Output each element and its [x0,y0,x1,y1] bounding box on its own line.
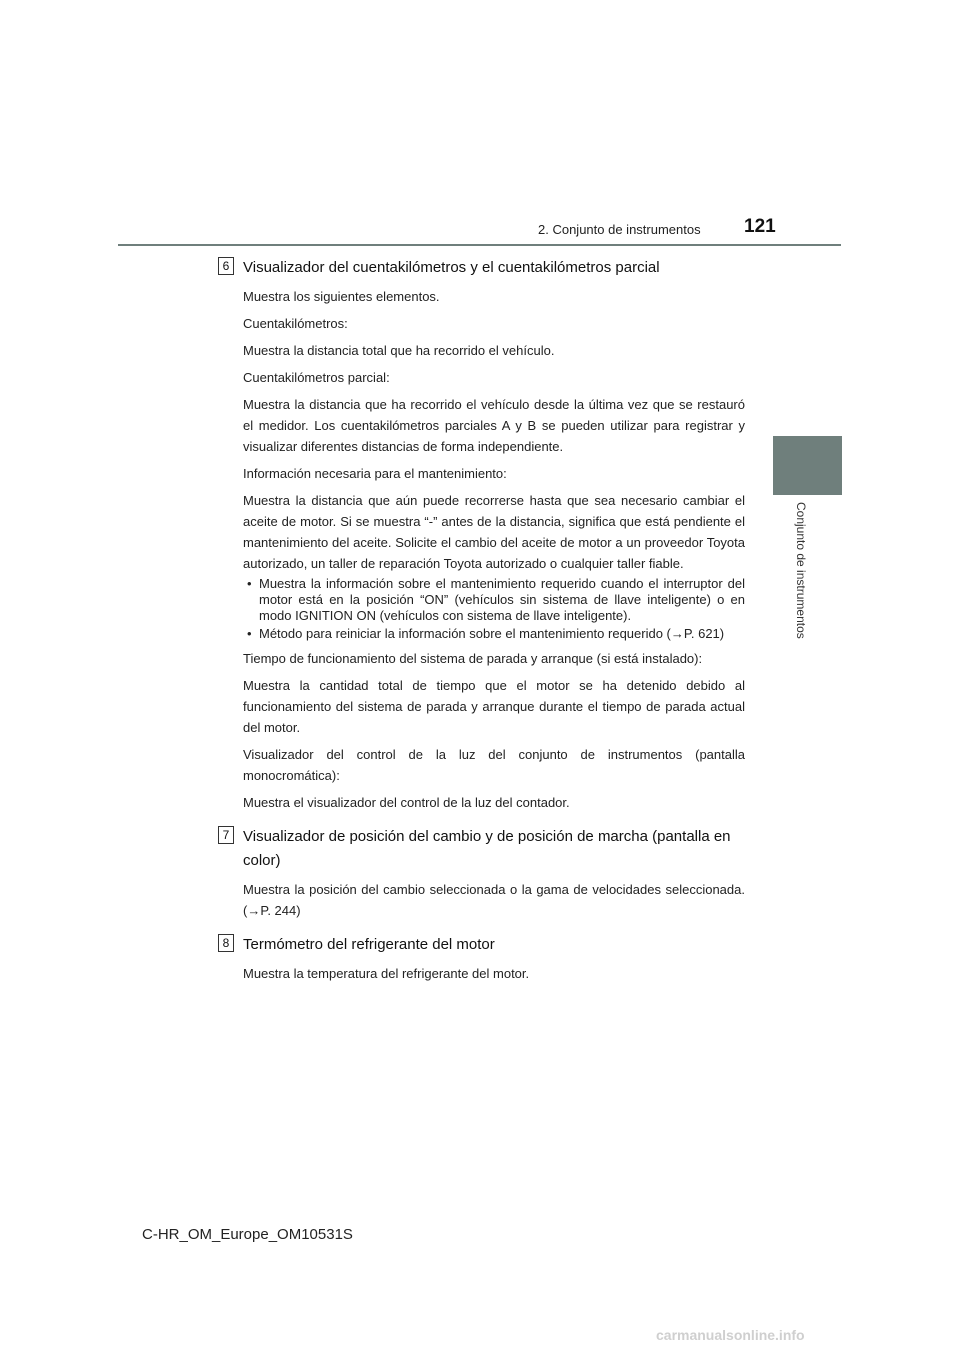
paragraph: Muestra la distancia que ha recorrido el vehículo desde la última vez que se restauró el medidor. Los cuentakilómetros parciales A y B se pueden utilizar para registrar y visualizar diferentes distancias de forma independiente. [243,397,745,454]
header-rule [118,244,841,246]
section-title: Visualizador de posición del cambio y de posición de marcha (pantalla en color) [243,828,731,869]
page-content [218,256,745,990]
paragraph: Cuentakilómetros parcial: [243,370,390,385]
section-shift-position [218,825,745,921]
section-title: Visualizador del cuentakilómetros y el cuentakilómetros parcial [243,259,660,276]
page-number: 121 [744,216,776,237]
paragraph: Información necesaria para el mantenimiento: [243,466,507,481]
section-odometer [218,256,745,813]
side-tab-number: 2 [804,888,811,900]
section-title: Termómetro del refrigerante del motor [243,936,495,953]
paragraph: Muestra el visualizador del control de la luz del contador. [243,795,570,810]
paragraph: Muestra la temperatura del refrigerante del motor. [243,966,530,981]
paragraph: Muestra la distancia total que ha recorrido el vehículo. [243,343,555,358]
section-coolant-gauge [218,933,745,984]
paragraph: Visualizador del control de la luz del conjunto de instrumentos (pantalla monocromática): [243,747,745,783]
section-badge: 7 [218,826,234,844]
chapter-header: 2. Conjunto de instrumentos [538,222,701,237]
paragraph: Tiempo de funcionamiento del sistema de parada y arranque (si está instalado): [243,651,703,666]
section-badge: 6 [218,257,234,275]
list-item: • Método para reiniciar la información sobre el mantenimiento requerido (→P. 621) [247,626,725,641]
bullet-list [243,576,745,642]
document-code: C-HR_OM_Europe_OM10531S [142,1226,353,1243]
watermark: carmanualsonline.info [656,1327,805,1343]
side-tab-label: Conjunto de instrumentos [794,502,808,639]
paragraph: Muestra los siguientes elementos. [243,289,440,304]
paragraph: Muestra la cantidad total de tiempo que el motor se ha detenido debido al funcionamiento del sistema de parada y arranque durante el tiempo de parada actual del motor. [243,678,745,735]
section-badge: 8 [218,934,234,952]
paragraph: Muestra la distancia que aún puede recorrerse hasta que sea necesario cambiar el aceite de motor. Si se muestra “-” antes de la distancia, significa que está pendiente el mantenimiento del aceite. Solicite el cambio del aceite de motor a un proveedor Toyota autorizado, un taller de reparación Toyota autorizado o cualquier taller fiable. [243,493,745,571]
list-item: • Muestra la información sobre el mantenimiento requerido cuando el interruptor del motor está en la posición “ON” (vehículos sin sistema de llave inteligente) o en modo IGNITION ON (vehículos con sistema de llave inteligente). [247,576,745,623]
paragraph: Cuentakilómetros: [243,316,348,331]
list-item-text: Muestra la información sobre el mantenimiento requerido cuando el interruptor del motor está en la posición “ON” (vehículos sin sistema de llave inteligente) o en modo IGNITION ON (vehículos con sistema de llave inteligente). [259,576,745,623]
paragraph: Muestra la posición del cambio seleccionada o la gama de velocidades seleccionada. (→P. 244) [243,882,745,918]
list-item-text: Método para reiniciar la información sobre el mantenimiento requerido (→P. 621) [259,626,725,641]
